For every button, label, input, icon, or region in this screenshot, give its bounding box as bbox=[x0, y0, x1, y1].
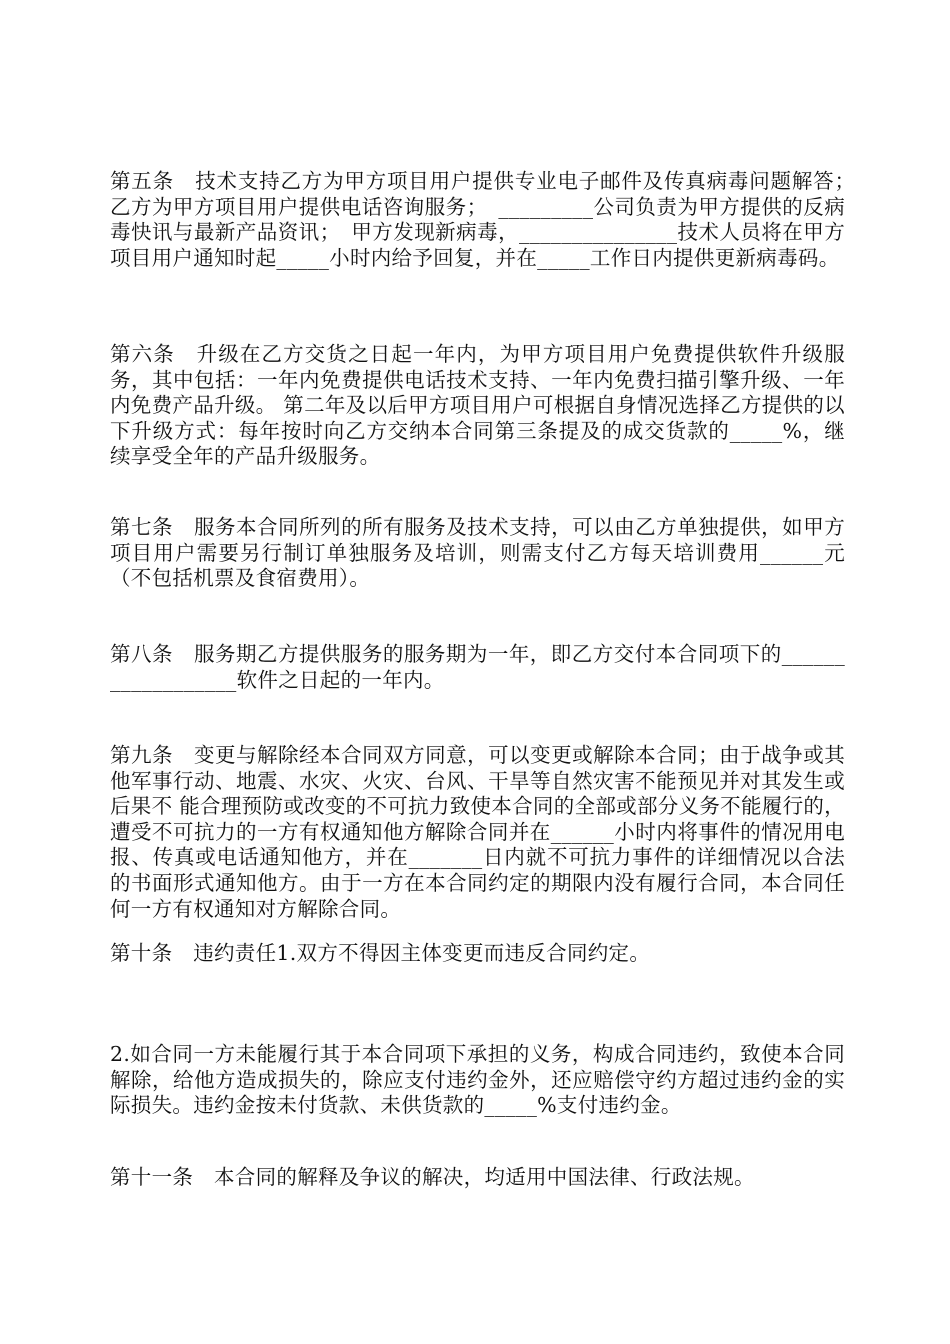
article-5-technical-support: 第五条 技术支持乙方为甲方项目用户提供专业电子邮件及传真病毒问题解答； 乙方为甲方项目用户提供电话咨询服务； _________公司负责为甲方提供的反病毒快讯与最新产品资讯； 甲方发现新病毒，_______________技术人员将在甲方项目用户通知时起_____小时内给予回复，并在_____工作日内提供更新病毒码。 bbox=[110, 169, 866, 270]
article-8-service-period: 第八条 服务期乙方提供服务的服务期为一年，即乙方交付本合同项下的__________________软件之日起的一年内。 bbox=[110, 642, 845, 692]
article-6-upgrades: 第六条 升级在乙方交货之日起一年内，为甲方项目用户免费提供软件升级服务，其中包括：一年内免费提供电话技术支持、一年内免费扫描引擎升级、一年内免费产品升级。 第二年及以后甲方项目用户可根据自身情况选择乙方提供的以下升级方式：每年按时向乙方交纳本合同第三条提及的成交货款的_____%，继续享受全年的产品升级服务。 bbox=[110, 342, 845, 469]
article-11-governing-law: 第十一条 本合同的解释及争议的解决，均适用中国法律、行政法规。 bbox=[110, 1165, 755, 1189]
article-10-breach-liability: 第十条 违约责任1.双方不得因主体变更而违反合同约定。 bbox=[110, 941, 651, 965]
article-9-amendment-termination: 第九条 变更与解除经本合同双方同意，可以变更或解除本合同；由于战争或其他军事行动、地震、水灾、火灾、台风、干旱等自然灾害不能预见并对其发生或后果不 能合理预防或改变的不可抗力致使本合同的全部或部分义务不能履行的，遭受不可抗力的一方有权通知他方解除合同并在______小时内将事件的情况用电报、传真或电话通知他方，并在_______日内就不可抗力事件的详细情况以合法的书面形式通知他方。由于一方在本合同约定的期限内没有履行合同，本合同任何一方有权通知对方解除合同。 bbox=[110, 743, 845, 921]
article-7-services: 第七条 服务本合同所列的所有服务及技术支持，可以由乙方单独提供，如甲方项目用户需要另行制订单独服务及培训，则需支付乙方每天培训费用______元（不包括机票及食宿费用）。 bbox=[110, 515, 845, 591]
article-10-clause-2: 2.如合同一方未能履行其于本合同项下承担的义务，构成合同违约，致使本合同解除，给他方造成损失的，除应支付违约金外，还应赔偿守约方超过违约金的实际损失。违约金按未付货款、未供货款的_____%支付违约金。 bbox=[110, 1042, 845, 1118]
